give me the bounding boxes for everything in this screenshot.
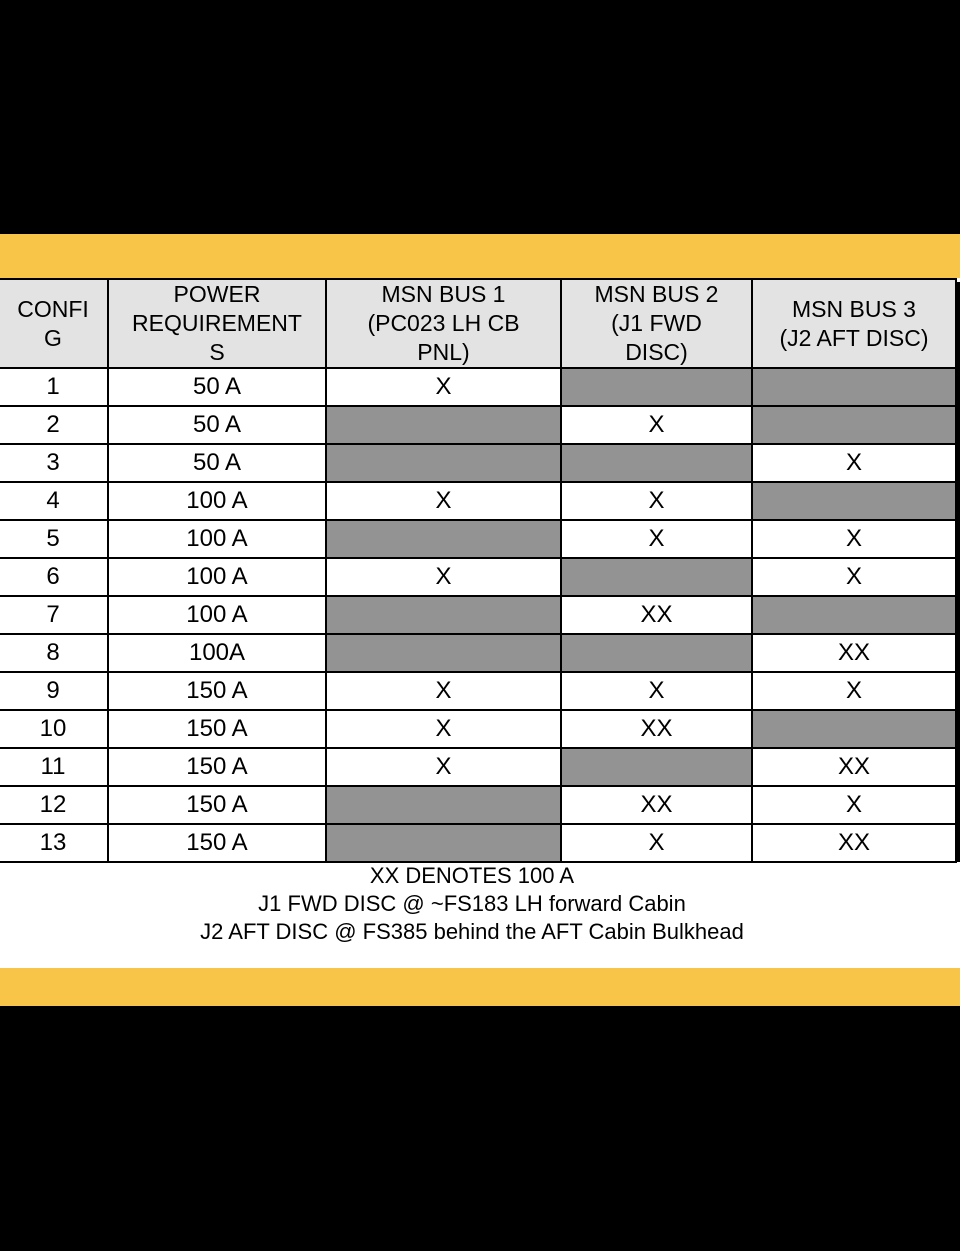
- cell-config: 1: [0, 368, 108, 406]
- cell-bus2: X: [561, 520, 752, 558]
- table-row: [0, 406, 956, 444]
- cell-bus1: [326, 634, 561, 672]
- cell-power: 100 A: [108, 596, 326, 634]
- table-row: [0, 444, 956, 482]
- cell-bus1: X: [326, 558, 561, 596]
- cell-config: 13: [0, 824, 108, 862]
- cell-bus3: X: [752, 786, 956, 824]
- table-row: [0, 634, 956, 672]
- cell-config: 2: [0, 406, 108, 444]
- table-body: [0, 368, 956, 862]
- table-notes: [0, 862, 944, 946]
- cell-bus3: [752, 710, 956, 748]
- cell-bus1: [326, 824, 561, 862]
- cell-bus1: X: [326, 368, 561, 406]
- cell-config: 10: [0, 710, 108, 748]
- header-bus2: [561, 279, 752, 368]
- header-config-label: CONFI G: [17, 295, 89, 351]
- cell-power: 150 A: [108, 672, 326, 710]
- table-row: [0, 748, 956, 786]
- cell-config: 9: [0, 672, 108, 710]
- cell-config: 12: [0, 786, 108, 824]
- table-row: [0, 558, 956, 596]
- note-xx-denotes: XX DENOTES 100 A: [369, 863, 575, 888]
- bottom-black-area: [0, 1006, 960, 1251]
- header-bus3-label: MSN BUS 3 (J2 AFT DISC): [779, 295, 929, 351]
- note-j2-location: J2 AFT DISC @ FS385 behind the AFT Cabin Bulkhead: [200, 919, 744, 944]
- note-j1-location: J1 FWD DISC @ ~FS183 LH forward Cabin: [258, 891, 686, 916]
- cell-bus3: [752, 406, 956, 444]
- cell-bus3: XX: [752, 748, 956, 786]
- cell-bus2: XX: [561, 710, 752, 748]
- cell-bus2: [561, 558, 752, 596]
- cell-bus2: [561, 368, 752, 406]
- table-right-shadow: [955, 282, 960, 862]
- cell-config: 4: [0, 482, 108, 520]
- header-power: [108, 279, 326, 368]
- cell-bus3: [752, 368, 956, 406]
- cell-bus3: X: [752, 520, 956, 558]
- cell-bus3: [752, 482, 956, 520]
- header-bus1-label: MSN BUS 1 (PC023 LH CB PNL): [367, 281, 520, 365]
- top-black-area: [0, 0, 960, 234]
- table-row: [0, 710, 956, 748]
- cell-bus1: [326, 786, 561, 824]
- top-yellow-band: [0, 234, 960, 278]
- cell-bus2: XX: [561, 786, 752, 824]
- table-row: [0, 786, 956, 824]
- cell-bus3: XX: [752, 824, 956, 862]
- bottom-yellow-band: [0, 968, 960, 1006]
- cell-config: 11: [0, 748, 108, 786]
- cell-config: 5: [0, 520, 108, 558]
- cell-config: 8: [0, 634, 108, 672]
- table-row: [0, 596, 956, 634]
- cell-power: 50 A: [108, 406, 326, 444]
- cell-bus2: [561, 444, 752, 482]
- cell-power: 100A: [108, 634, 326, 672]
- cell-power: 100 A: [108, 482, 326, 520]
- cell-bus2: X: [561, 672, 752, 710]
- cell-bus2: X: [561, 406, 752, 444]
- cell-bus2: X: [561, 482, 752, 520]
- header-power-label: POWER REQUIREMENT S: [132, 281, 302, 365]
- table-row: [0, 672, 956, 710]
- cell-bus1: [326, 596, 561, 634]
- cell-power: 50 A: [108, 444, 326, 482]
- cell-bus3: X: [752, 558, 956, 596]
- header-bus3: [752, 279, 956, 368]
- cell-bus3: X: [752, 672, 956, 710]
- cell-bus2: [561, 748, 752, 786]
- table-row: [0, 368, 956, 406]
- cell-config: 3: [0, 444, 108, 482]
- cell-power: 150 A: [108, 786, 326, 824]
- header-row: [0, 279, 956, 368]
- cell-bus1: X: [326, 672, 561, 710]
- cell-power: 150 A: [108, 710, 326, 748]
- cell-bus2: [561, 634, 752, 672]
- table-row: [0, 824, 956, 862]
- cell-power: 50 A: [108, 368, 326, 406]
- cell-power: 150 A: [108, 824, 326, 862]
- cell-bus1: X: [326, 482, 561, 520]
- table-row: [0, 482, 956, 520]
- header-config: [0, 279, 108, 368]
- bus-config-table: [0, 278, 957, 863]
- cell-bus1: [326, 520, 561, 558]
- cell-bus1: X: [326, 710, 561, 748]
- table-row: [0, 520, 956, 558]
- cell-bus1: [326, 406, 561, 444]
- cell-power: 100 A: [108, 520, 326, 558]
- cell-bus2: X: [561, 824, 752, 862]
- cell-bus2: XX: [561, 596, 752, 634]
- cell-bus1: X: [326, 748, 561, 786]
- cell-power: 100 A: [108, 558, 326, 596]
- cell-bus1: [326, 444, 561, 482]
- cell-bus3: [752, 596, 956, 634]
- header-bus2-label: MSN BUS 2 (J1 FWD DISC): [594, 281, 719, 365]
- cell-bus3: XX: [752, 634, 956, 672]
- cell-config: 7: [0, 596, 108, 634]
- cell-power: 150 A: [108, 748, 326, 786]
- header-bus1: [326, 279, 561, 368]
- cell-config: 6: [0, 558, 108, 596]
- cell-bus3: X: [752, 444, 956, 482]
